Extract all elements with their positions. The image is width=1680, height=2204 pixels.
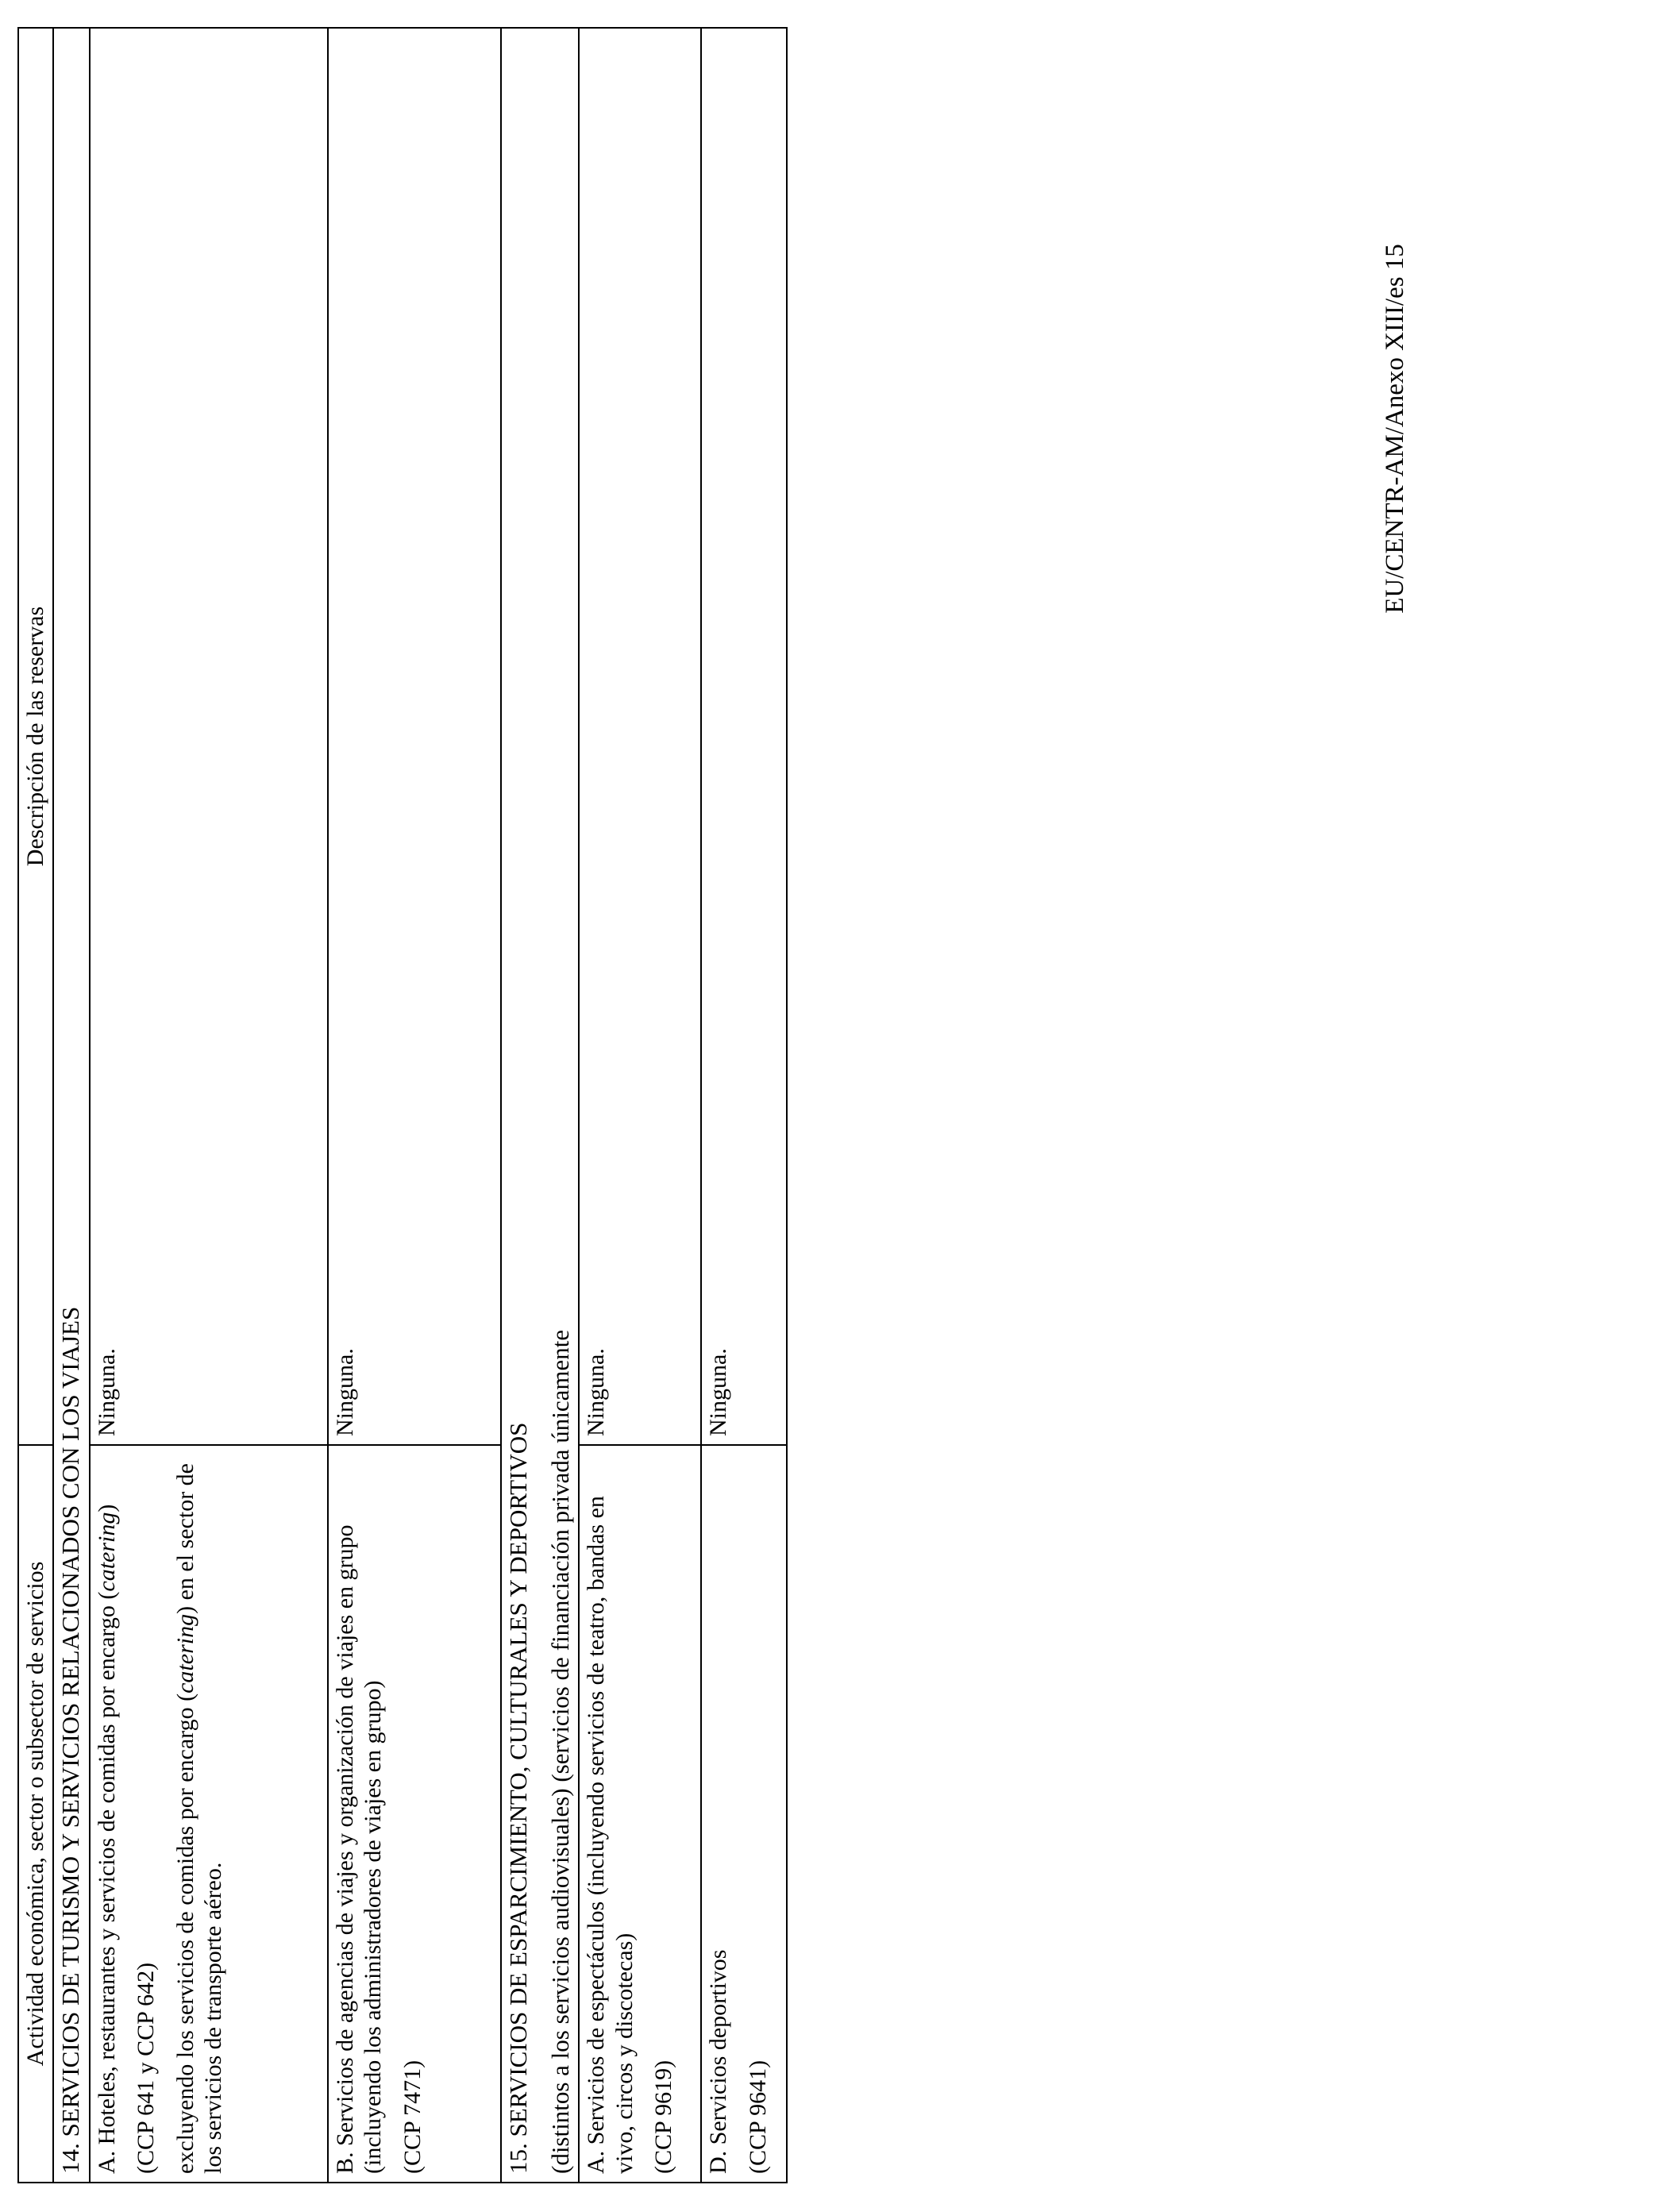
activity-cell [701, 1445, 787, 2183]
activity-text: A. Hoteles, restaurantes y servicios de comidas por encargo (catering) [93, 1504, 120, 2174]
activity-note: excluyendo los servicios de comidas por encargo (catering) en el sector de los servicios de transporte aéreo. [171, 1463, 227, 2174]
section-14-row [53, 28, 90, 2183]
section-14-title: 14. SERVICIOS DE TURISMO Y SERVICIOS RELACIONADOS CON LOS VIAJES [53, 28, 90, 2183]
activity-text: B. Servicios de agencias de viajes y organización de viajes en grupo (incluyendo los administradores de viajes en grupo) [331, 1524, 387, 2174]
reservation-cell: Ninguna. [579, 28, 701, 1445]
section-15-row [501, 28, 579, 2183]
activity-cell [90, 1445, 328, 2183]
reservation-cell: Ninguna. [701, 28, 787, 1445]
activity-code: (CCP 7471) [399, 2060, 426, 2174]
reservation-cell: Ninguna. [328, 28, 501, 1445]
activity-cell [328, 1445, 501, 2183]
table-row [579, 28, 701, 2183]
activity-cell [579, 1445, 701, 2183]
activity-text: A. Servicios de espectáculos (incluyendo servicios de teatro, bandas en vivo, circos y discotecas) [583, 1496, 638, 2174]
section-15-subtitle: (distintos a los servicios audiovisuales) (servicios de financiación privada únicamente [545, 1329, 574, 2174]
activity-code: (CCP 641 y CCP 642) [133, 1962, 160, 2174]
activity-text: D. Servicios deportivos [705, 1949, 732, 2174]
table-header-row [18, 28, 53, 2183]
activity-code: (CCP 9619) [649, 2060, 676, 2174]
table-row [328, 28, 501, 2183]
reservations-table [17, 27, 788, 2183]
rotated-page-content [17, 29, 1409, 2183]
table-row [701, 28, 787, 2183]
activity-code: (CCP 9641) [744, 2060, 771, 2174]
reservation-cell: Ninguna. [90, 28, 328, 1445]
header-reservations: Descripción de las reservas [18, 28, 53, 1445]
section-15-heading: 15. SERVICIOS DE ESPARCIMIENTO, CULTURALES Y DEPORTIVOS [503, 1422, 532, 2174]
section-15-title [501, 28, 579, 2183]
document-reference-footer: EU/CENTR-AM/Anexo XIII/es 15 [1381, 244, 1409, 614]
header-activity: Actividad económica, sector o subsector de servicios [18, 1445, 53, 2183]
table-row [90, 28, 328, 2183]
